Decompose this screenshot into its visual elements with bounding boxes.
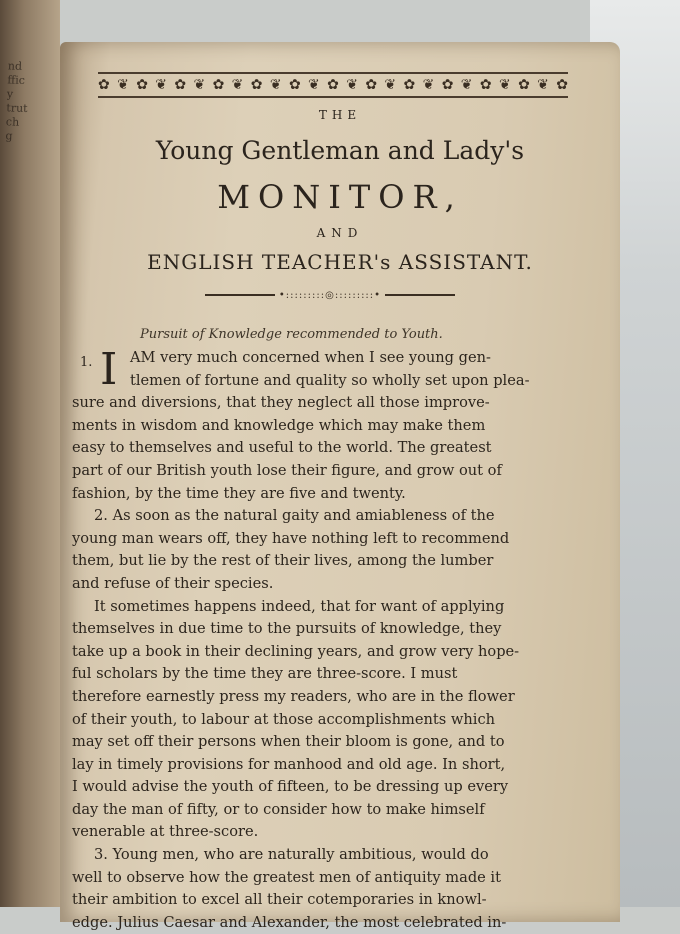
paragraph-number: 1. bbox=[80, 355, 93, 370]
text-line: edge. Julius Caesar and Alexander, the most celebrated in- bbox=[72, 913, 507, 931]
text-line: young man wears off, they have nothing left to recommend bbox=[72, 529, 510, 547]
text-line: sure and diversions, that they neglect all those improve- bbox=[72, 394, 490, 412]
text-line: AM very much concerned when I see young gen- bbox=[130, 349, 491, 366]
text-line: their ambition to excel all their cotemporaries in knowl- bbox=[72, 891, 487, 909]
text-line: venerable at three-score. bbox=[72, 823, 259, 841]
text-line: them, but lie by the rest of their lives, among the lumber bbox=[72, 552, 494, 570]
text-line: easy to themselves and useful to the world. The greatest bbox=[72, 439, 492, 457]
text-line: well to observe how the greatest men of antiquity made it bbox=[72, 868, 501, 886]
title-the: THE bbox=[318, 108, 362, 122]
text-line: 3. Young men, who are naturally ambitious, would do bbox=[94, 846, 489, 864]
decorative-header-border: ✿ ❦ ✿ ❦ ✿ ❦ ✿ ❦ ✿ ❦ ✿ ❦ ✿ ❦ ✿ ❦ ✿ ❦ ✿ ❦ ✿ ❦ ✿ ❦ ✿ bbox=[98, 72, 568, 98]
decorative-rule: •:::::::::◎:::::::::• bbox=[190, 288, 470, 302]
drop-cap: I bbox=[100, 344, 118, 395]
text-line: I would advise the youth of fifteen, to be dressing up every bbox=[72, 778, 509, 796]
text-line: of their youth, to labour at those accomplishments which bbox=[72, 710, 496, 728]
text-line: ments in wisdom and knowledge which may make them bbox=[72, 416, 486, 434]
text-line: take up a book in their declining years, and grow very hope- bbox=[72, 642, 520, 660]
text-line: ful scholars by the time they are three-score. I must bbox=[72, 665, 458, 683]
text-line: lay in timely provisions for manhood and old age. In short, bbox=[72, 755, 506, 773]
text-line: may set off their persons when their bloom is gone, and to bbox=[72, 733, 505, 751]
body-text bbox=[72, 344, 612, 934]
text-line: part of our British youth lose their figure, and grow out of bbox=[72, 461, 502, 479]
text-line: tlemen of fortune and quality so wholly set upon plea- bbox=[130, 371, 530, 389]
title-line-1: Young Gentleman and Lady's bbox=[155, 136, 525, 165]
text-line: fashion, by the time they are five and twenty. bbox=[72, 484, 406, 502]
facing-page-fragment: nd ffic y trut ch g bbox=[5, 59, 28, 143]
book-page bbox=[60, 42, 620, 931]
section-subheading: Pursuit of Knowledge recommended to Youth. bbox=[140, 327, 443, 342]
text-line: 2. As soon as the natural gaity and amiableness of the bbox=[94, 507, 495, 525]
title-monitor: MONITOR, bbox=[217, 178, 463, 216]
text-line: therefore earnestly press my readers, who are in the flower bbox=[72, 687, 515, 705]
text-line: and refuse of their species. bbox=[72, 574, 274, 592]
text-line: themselves in due time to the pursuits of knowledge, they bbox=[72, 620, 502, 638]
text-line: day the man of fifty, or to consider how to make himself bbox=[72, 800, 485, 818]
title-line-3: ENGLISH TEACHER's ASSISTANT. bbox=[147, 250, 533, 274]
facing-page-edge bbox=[0, 0, 60, 907]
title-and: AND bbox=[316, 226, 364, 240]
text-line: It sometimes happens indeed, that for want of applying bbox=[94, 597, 505, 615]
